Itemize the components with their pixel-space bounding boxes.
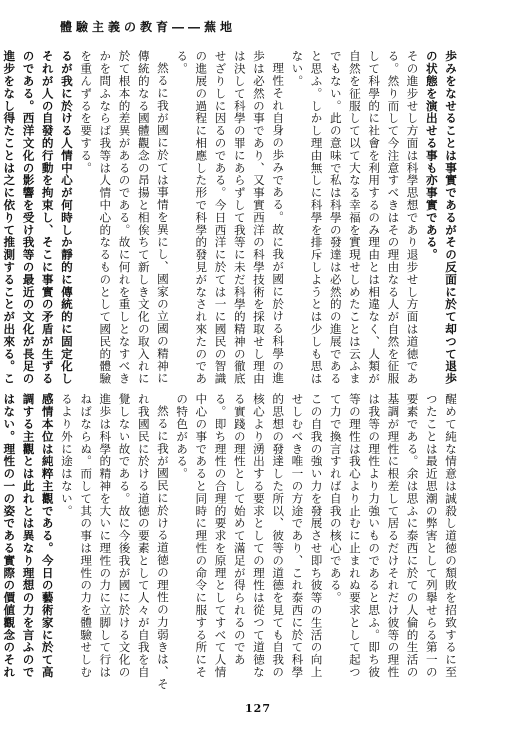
paragraph: この自我の強い力を發展させ即ち彼等の生活の向上せしむべき唯一の方途であり、これ泰西に於て科學的思想の發達した所以、彼等の道德を見ても自我の核心より湧出する要求としての理性は從つて道徳なる實踐の理性として始めて滿足が得られるのである。即ち理性の合理的要求を原理としてすべて人情中心の事であると同時に理性の命令に服する所にその特色がある。 (175, 393, 324, 679)
paragraph: その進步せし方面は科學思想であり退步せし方面は道徳である。然り而して今注意すべきはその理由なる人が自然を征服して科學的に社會を利用するのみ理由とは相違なく、人類が自然を征服して以て大なる幸福を實現せしめたことは云ふまでもない。此の意味で私は科學の發達は必然的の進展であると思ふ。しかし理由無しに科學を排斥しようとは少しも思はない。 (290, 50, 420, 385)
paragraph: るが我に於ける人情中心が何時しか靜的に傳統的に固定化しそれが人の自發的行動を拘束し、そこに事實の矛盾が生ずるのである。西洋文化の影響を受け我等の最近の文化が長足の進步をなし得たことは之に依りて推測することが出來る。こ (2, 50, 74, 385)
paragraph: 歩みをなせることは事實であるがその反面に於て却つて退歩の状態を演出せる事も亦事實である。 (424, 50, 458, 385)
running-header: 體驗主義の教育――蕪地 (60, 20, 237, 34)
paragraph: 理性それ自身の歩みである。故に我が國に於ける科學の進歩は必然の事であり、又事實西洋の科學技術を採取せし理由は決して科學の罪にあらずして我等に未だ科學的精神の徹底せざりしに因るのである。今日西洋に於ては一に國民の智識の進展の過程に相應した形で科學的發見がなされ來たのである。 (175, 50, 286, 385)
paragraph: 然るに我が國民に於ける道徳の理性の力弱きは、それ我國民に於ける道徳の要素として人々が自我を自覺しない故である。故に今後我が國に於ける文化の進歩は科學的精神を大いに理性の力に立脚して行はねばならぬ。而して其の事は理性の力を體驗せしむるより外に途はない。 (59, 393, 170, 690)
paragraph: 然るに我が國に於ては事情を異にし、國家の立國の精神に傳統的なる國體觀念の昂揚と相俟ちて新しき文化の取入れに於て根本的差異があるのである。故に何れを重しとなすべきかを問ふならば我等は人情中心的なるものとして國民的體驗を重んずるを要する。 (79, 50, 170, 385)
paragraph: 感情本位は純粹主觀である。今日の藝術家に於て高調する主觀とは此れとは異なり理想の力を言ふのではない。理性の一の姿である實際の價値觀念のそれ (2, 393, 55, 679)
page-number: 127 (245, 702, 271, 715)
top-text-block (2, 50, 460, 385)
bottom-text-block (2, 393, 460, 690)
paragraph: 醒めて純な情意は誠殺し道徳の頽敗を招致するに至つたことは最近思潮の弊害として列擧せらる第一の要素である。余は思ふに泰西に於ての人倫的生活の基調が理性に根差して居るだけそれだけ彼等の理性は我等の理性より力強いものであると思ふ。即ち彼等の理性は我心より止むに止まれぬ要求として起つて力で換言すれば自我の核心である。 (328, 393, 458, 679)
